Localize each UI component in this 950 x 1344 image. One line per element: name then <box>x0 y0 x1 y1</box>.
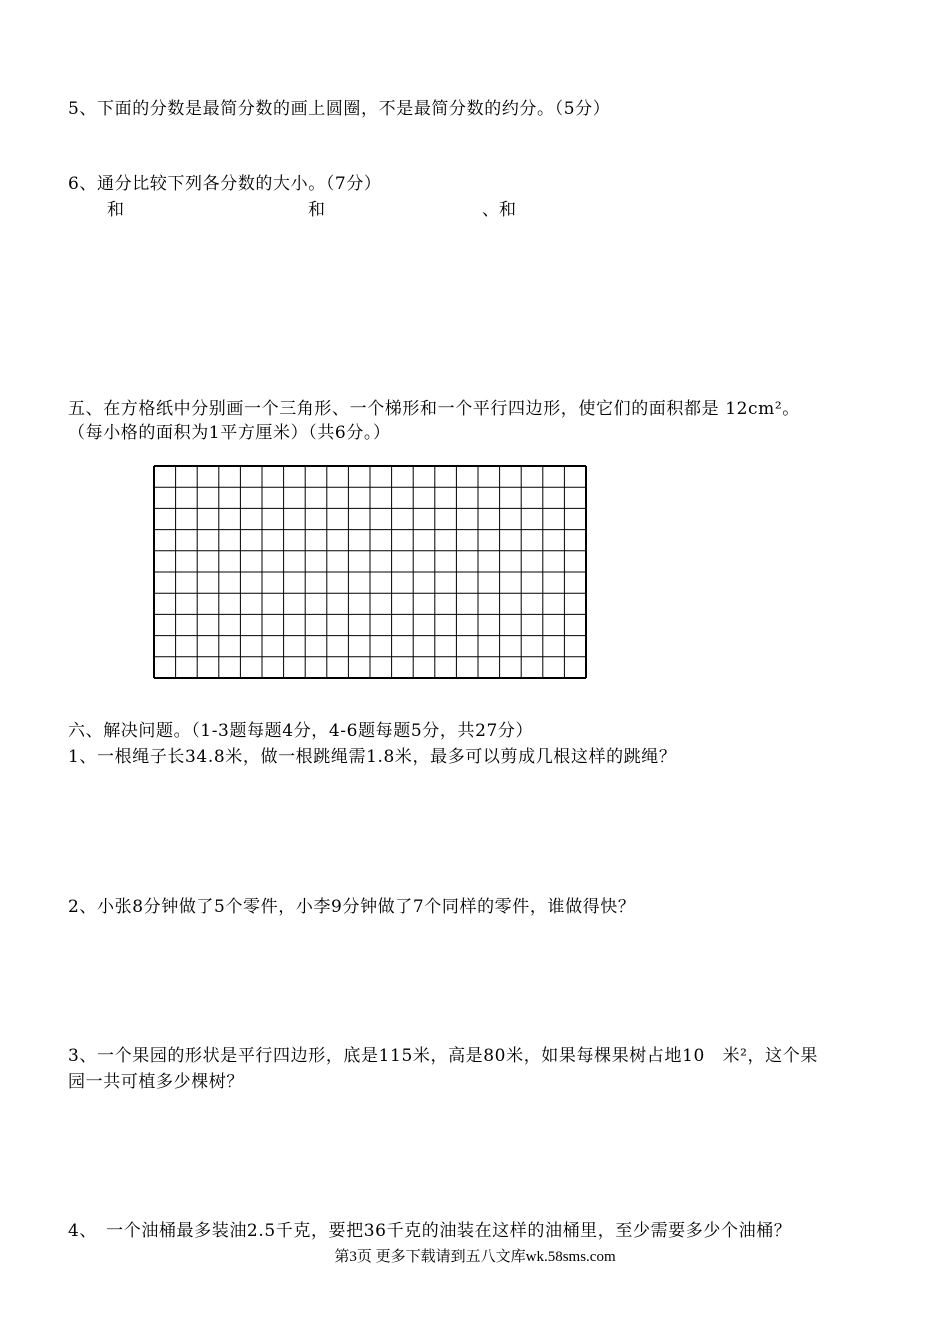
page-footer: 第3页 更多下载请到五八文库wk.58sms.com <box>334 1249 616 1265</box>
problem-1: 1、一根绳子长34.8米，做一根跳绳需1.8米，最多可以剪成几根这样的跳绳？ <box>68 747 677 767</box>
section-5-title: 五、在方格纸中分别画一个三角形、一个梯形和一个平行四边形，使它们的面积都是 12cm²。 <box>68 399 800 419</box>
problem-3-line-1: 3、一个果园的形状是平行四边形，底是115米，高是80米，如果每棵果树占地10 米²，这个果 <box>68 1046 818 1066</box>
section-6-title: 六、解决问题。（1-3题每题4分，4-6题每题5分，共27分） <box>68 721 534 741</box>
problem-4: 4、 一个油桶最多装油2.5千克，要把36千克的油装在这样的油桶里，至少需要多少个油桶？ <box>68 1221 792 1241</box>
section-5-note: （每小格的面积为1平方厘米）（共6分。） <box>68 423 391 443</box>
question-6: 6、通分比较下列各分数的大小。（7分） <box>68 174 382 194</box>
square-grid-paper[interactable] <box>153 465 589 681</box>
compare-pair-1: 和 <box>107 200 124 220</box>
question-5: 5、下面的分数是最简分数的画上圆圈，不是最简分数的约分。（5分） <box>68 99 611 119</box>
compare-pair-3: 、和 <box>482 200 516 220</box>
problem-2: 2、小张8分钟做了5个零件，小李9分钟做了7个同样的零件，谁做得快？ <box>68 897 636 917</box>
problem-3-line-2: 园一共可植多少棵树？ <box>68 1072 244 1092</box>
compare-pair-2: 和 <box>308 200 325 220</box>
